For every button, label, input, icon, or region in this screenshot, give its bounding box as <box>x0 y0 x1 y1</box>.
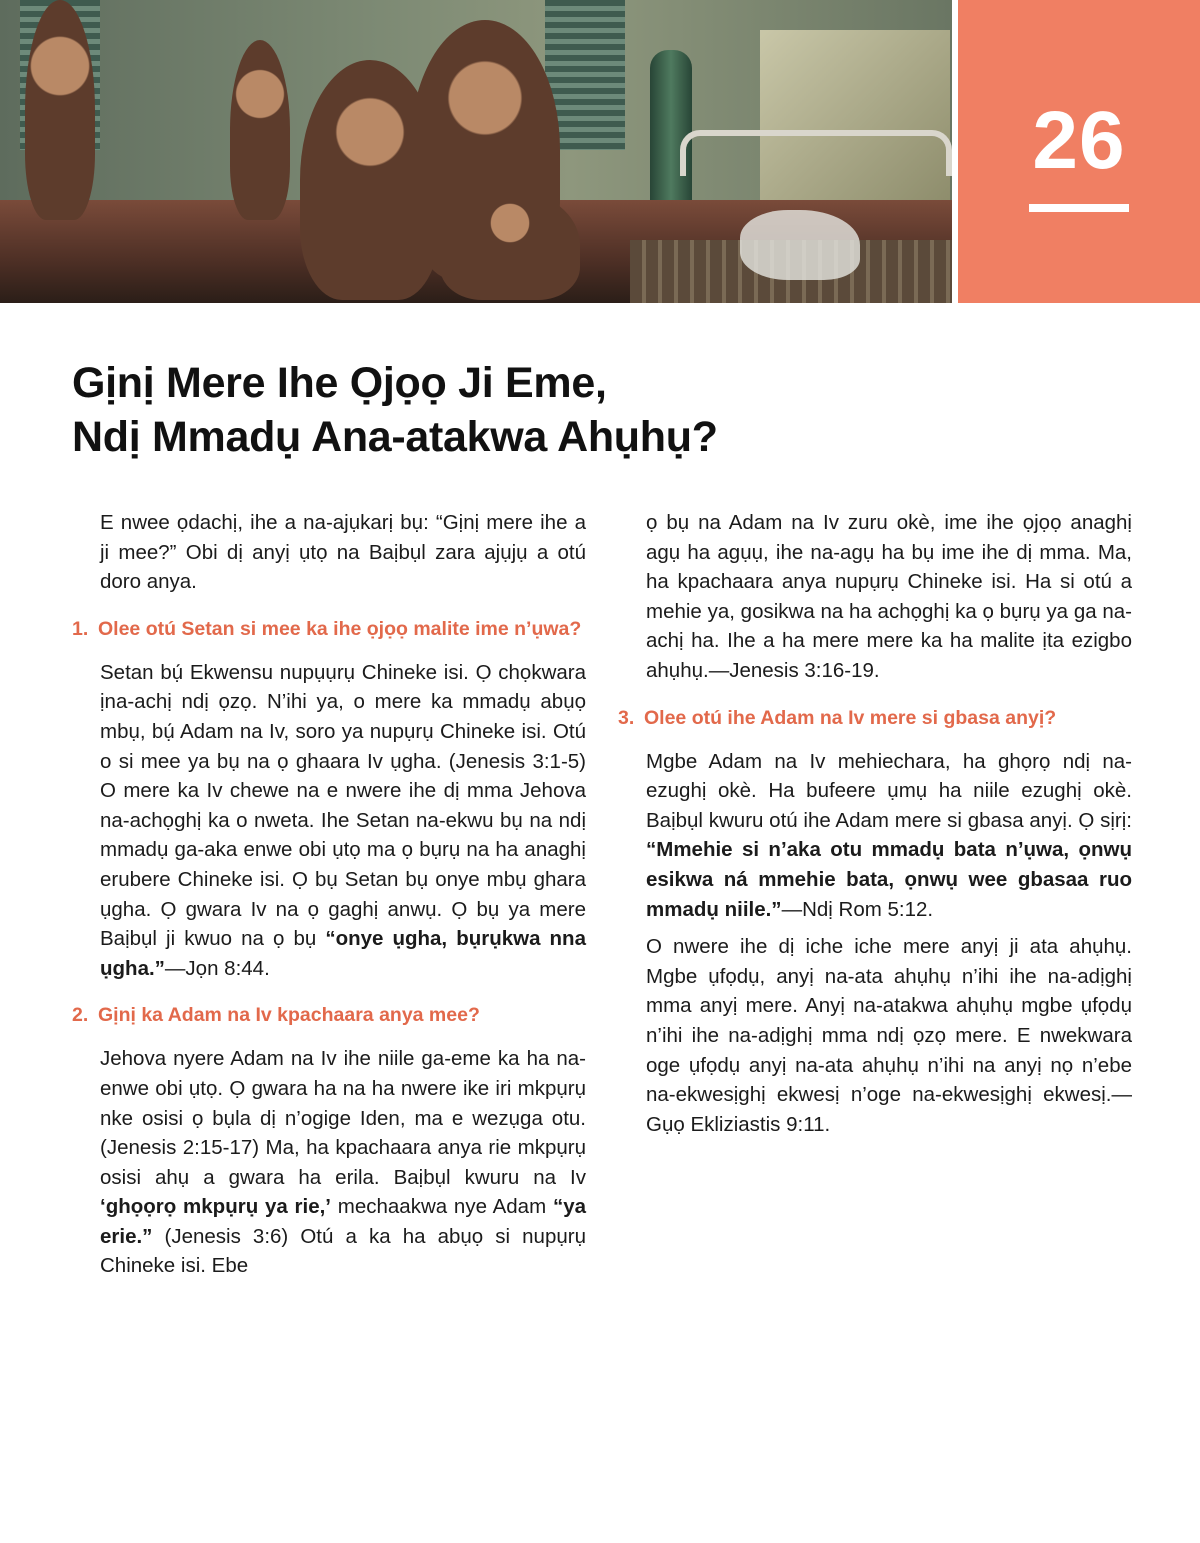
answer-3-quote: “Mmehie si n’aka otu mmadụ bata n’ụwa, ọnwụ esikwa ná mmehie bata, ọnwụ wee gbasaa ruo mmadụ niile.” <box>646 838 1132 921</box>
intro-paragraph: E nwee ọdachị, ihe a na-ajụkarị bụ: “Gịnị mere ihe a ji mee?” Obi dị anyị ụtọ na Baịbụl zara ajụjụ a otú doro anya. <box>100 511 586 594</box>
lesson-number: 26 <box>1032 95 1126 186</box>
right-column <box>618 508 1132 1147</box>
answer-2-continued: ọ bụ na Adam na Iv zuru okè, ime ihe ọjọọ anaghị agụ ha agụụ, ihe na-agụ ha bụ ime ihe dị mma. Ma, ha kpachaara anya nupụrụ Chineke isi. Ha si otú a mehie ya, gosikwa na ha achọghị ka ọ bụrụ ya ga na-achị ha. Ihe a ha mere mere ka ha malite ịta ezigbo ahụhụ.—Jenesis 3:16-19. <box>646 511 1132 682</box>
page-title-line1: Gịnị Mere Ihe Ọjọọ Ji Eme, <box>72 359 607 407</box>
lesson-badge <box>958 0 1200 303</box>
hero-doctor <box>25 0 95 220</box>
answer-2-text-b: mechaakwa nye Adam <box>337 1195 547 1219</box>
answer-1-quote: “onye ụgha, bụrụkwa nna ụgha.” <box>100 927 586 980</box>
question-3-text: Olee otú ihe Adam na Iv mere si gbasa anyị? <box>644 706 1057 729</box>
question-3-number: 3. <box>618 706 635 729</box>
answer-2-quote-a: ‘ghọọrọ mkpụrụ ya rie,’ <box>100 1195 332 1219</box>
answer-1-text: Setan bụ́ Ekwensu nupụụrụ Chineke isi. Ọ chọkwara ịna-achị ndị ọzọ. N’ihi ya, o mere ka mmadụ abụọ mbụ, bụ́ Adam na Iv, soro ya nupụrụ Chineke isi. Otú o si mee ya bụ na ọ ghaara Iv ụgha. (Jenesis 3:1-5) O mere ka Iv chewe na e nwere ihe dị mma Jehova na-achọghị ka o nweta. Ihe Setan na-ekwu bụ na ndị mmadụ ga-aka enwe obi ụtọ ma ọ bụrụ na ha anaghị erubere Chineke isi. Ọ bụ Setan bụ onye mbụ ghara ụgha. Ọ gwara Iv na ọ gaghị anwụ. Ọ bụ ya mere Baịbụl ji kwuo na ọ bụ <box>100 660 586 951</box>
hero-child <box>440 190 580 300</box>
answer-3-reference: —Ndị Rom 5:12. <box>781 897 934 921</box>
answer-2-text-a: Jehova nyere Adam na Iv ihe niile ga-eme ka ha na-enwe obi ụtọ. Ọ gwara ha na ha nwere ike iri mkpụrụ nke osisi ọ bụla dị n’ogige Iden, ma e wezụga otu. (Jenesis 2:15-17) Ma, ha kpachaara anya rie mkpụrụ osisi ahụ a gwara ha erila. Baịbụl kwuru na Iv <box>100 1047 586 1189</box>
question-1-text: Olee otú Setan si mee ka ihe ọjọọ malite ime n’ụwa? <box>98 617 582 640</box>
answer-2-text-c: (Jenesis 3:6) Otú a ka ha abụọ si nupụrụ Chineke isi. Ebe <box>100 1224 586 1278</box>
question-2-number: 2. <box>72 1004 89 1027</box>
answer-3-paragraph-2: O nwere ihe dị iche iche mere anyị ji ata ahụhụ. Mgbe ụfọdụ, anyị na-ata ahụhụ n’ihi ihe na-adịghị mma anyị mere. Anyị na-atakwa ahụhụ mgbe ụfọdụ n’ihi ihe na-adịghị mma ndị ọzọ mere. E nwekwara oge ụfọdụ anyị na-ata ahụhụ n’ihi na anyị nọ n’ebe na-ekwesịghị ekwesị n’oge na-ekwesịghị ekwesị.—Gụọ Ekliziastis 9:11. <box>646 935 1132 1136</box>
question-1-number: 1. <box>72 617 89 640</box>
hero-plastic-bag <box>740 210 860 280</box>
hero-bed-frame <box>680 130 952 176</box>
answer-3-text-a: Mgbe Adam na Iv mehiechara, ha ghọrọ ndị na-ezughị okè. Ha bufeere ụmụ ha niile ezughị okè. Baịbụl kwuru otú ihe Adam mere si gbasa anyị. Ọ sịrị: <box>646 749 1132 832</box>
question-2-text: Gịnị ka Adam na Iv kpachaara anya mee? <box>98 1004 480 1027</box>
question-1 <box>72 615 586 644</box>
page-title <box>72 356 1152 464</box>
left-column <box>72 508 586 1289</box>
answer-2-paragraph <box>72 1044 586 1281</box>
hero-photo <box>0 0 952 303</box>
question-2 <box>72 1001 586 1030</box>
answer-3-paragraph-1 <box>618 747 1132 925</box>
page-title-line2: Ndị Mmadụ Ana-atakwa Ahụhụ? <box>72 413 718 461</box>
question-3 <box>618 704 1132 733</box>
lesson-number-underline <box>1029 204 1129 212</box>
answer-1-paragraph <box>72 658 586 984</box>
answer-1-reference: —Jọn 8:44. <box>164 956 270 980</box>
hero-nurse <box>230 40 290 220</box>
answer-2-quote-b: “ya erie.” <box>100 1195 586 1248</box>
